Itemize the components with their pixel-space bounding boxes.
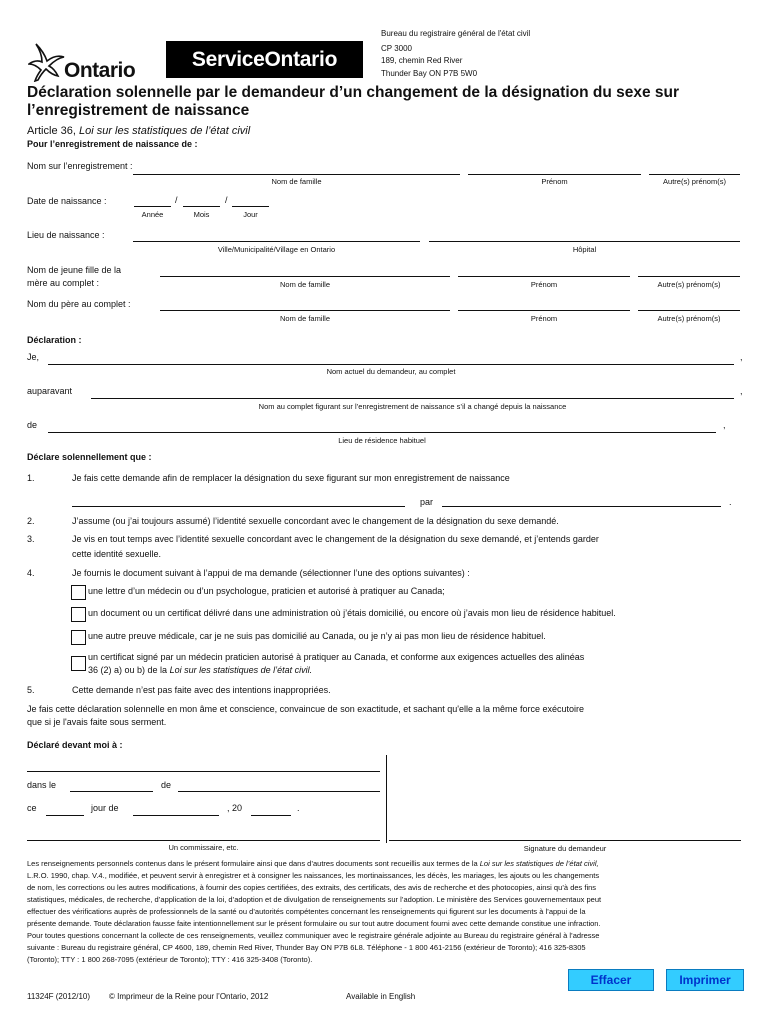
address-line: Bureau du registraire général de l'état civil xyxy=(381,29,531,38)
comma: , xyxy=(740,352,743,362)
option-label: un certificat signé par un médecin praticien autorisé à pratiquer au Canada, et conforme aux exigences actuelles des alinéas xyxy=(88,652,585,662)
ontario-logo xyxy=(28,42,143,82)
applicant-heading: Pour l’enregistrement de naissance de : xyxy=(27,139,198,149)
item-text: Je fournis le document suivant à l’appui de ma demande (sélectionner l’une des options suivantes) : xyxy=(72,568,470,578)
comma: , xyxy=(723,420,726,430)
field-caption: Prénom xyxy=(530,314,558,323)
dans-le-label: dans le xyxy=(27,780,57,790)
option-label: une autre preuve médicale, car je ne suis pas domicilié au Canada, ou je n’y ai pas mon lieu de résidence habituel. xyxy=(88,631,546,641)
field-caption: Nom de famille xyxy=(271,177,322,186)
mother-firstname-field[interactable] xyxy=(458,276,630,277)
date-slash: / xyxy=(225,195,228,205)
office-address xyxy=(381,28,530,80)
solemn-heading: Déclare solennellement que : xyxy=(27,452,152,462)
article-reference xyxy=(27,125,250,137)
period: . xyxy=(729,497,732,507)
city-field[interactable] xyxy=(133,241,420,242)
field-caption: Hôpital xyxy=(572,245,597,254)
privacy-law: Loi sur les statistiques de l’état civil, xyxy=(479,859,599,868)
declaration-heading: Déclaration : xyxy=(27,335,82,345)
field-caption: Nom au complet figurant sur l’enregistrement de naissance s’il a changé depuis la naissance xyxy=(258,402,567,411)
pob-label: Lieu de naissance : xyxy=(27,230,105,240)
residence-field[interactable] xyxy=(48,432,716,433)
field-caption: Autre(s) prénom(s) xyxy=(657,314,721,323)
mother-othernames-field[interactable] xyxy=(638,276,740,277)
privacy-line: effectuer des vérifications auprès de professionnels de la santé ou d’autorités compétentes concernant les renseignements qui figurent sur les documents à l’appui de la xyxy=(27,907,586,916)
field-caption: Autre(s) prénom(s) xyxy=(657,280,721,289)
previous-name-field[interactable] xyxy=(91,398,734,399)
month-field[interactable] xyxy=(183,206,220,207)
current-name-field[interactable] xyxy=(48,364,734,365)
field-caption: Signature du demandeur xyxy=(523,844,607,853)
county-field[interactable] xyxy=(178,791,380,792)
field-caption: Nom de famille xyxy=(279,280,331,289)
dob-label: Date de naissance : xyxy=(27,196,107,206)
conscience-line: que si je l'avais faite sous serment. xyxy=(27,717,167,727)
month-sworn-field[interactable] xyxy=(133,815,219,816)
firstname-field[interactable] xyxy=(468,174,641,175)
trillium-icon xyxy=(28,42,66,82)
privacy-line xyxy=(27,858,601,870)
item-number: 3. xyxy=(27,534,35,544)
par-label: par xyxy=(420,497,434,507)
date-slash: / xyxy=(175,195,178,205)
field-caption: Année xyxy=(141,210,164,219)
othernames-field[interactable] xyxy=(649,174,740,175)
field-caption: Nom de famille xyxy=(279,314,331,323)
option-law: Loi sur les statistiques de l’état civil. xyxy=(169,665,313,675)
applicant-signature-line[interactable] xyxy=(389,840,741,841)
item-number: 2. xyxy=(27,516,35,526)
commissioner-signature-line[interactable] xyxy=(27,840,380,841)
privacy-notice xyxy=(27,858,601,966)
comma: , xyxy=(740,386,743,396)
je-label: Je, xyxy=(27,352,40,362)
privacy-line: statistiques, médicales, de recherche, d’application de la loi, d’adoption et de divulgation de renseignements sur l’adoption. Le ministère des Services gouvernementaux peut xyxy=(27,895,602,904)
father-firstname-field[interactable] xyxy=(458,310,630,311)
ce-label: ce xyxy=(27,803,37,813)
field-caption: Autre(s) prénom(s) xyxy=(663,177,726,186)
day-sworn-field[interactable] xyxy=(46,815,84,816)
privacy-line: L.R.O. 1990, chap. V.4., modifiée, et peuvent servir à enregistrer et à consigner les naissances, les mortinaissances, les décès, les mariages, les ajouts ou les changements xyxy=(27,871,600,880)
field-caption: Un commissaire, etc. xyxy=(168,843,239,852)
item-number: 4. xyxy=(27,568,35,578)
address-line: Thunder Bay ON P7B 5W0 xyxy=(381,68,478,78)
field-caption: Lieu de résidence habituel xyxy=(338,436,426,445)
article-law: Loi sur les statistiques de l’état civil xyxy=(78,125,251,137)
article-prefix: Article 36, xyxy=(27,125,76,137)
option-law-prefix: 36 (2) a) ou b) de la xyxy=(88,665,168,675)
copyright: © Imprimeur de la Reine pour l’Ontario, 2012 xyxy=(109,992,269,1001)
item-text: J’assume (ou j’ai toujours assumé) l’identité sexuelle concordant avec le changement de la désignation du sexe demandé. xyxy=(72,516,559,526)
hospital-field[interactable] xyxy=(429,241,740,242)
conscience-text xyxy=(27,703,584,729)
period: . xyxy=(297,803,300,813)
mother-surname-field[interactable] xyxy=(160,276,450,277)
vertical-divider xyxy=(386,755,387,843)
field-caption: Prénom xyxy=(541,177,568,186)
serviceontario-logo: ServiceOntario xyxy=(166,41,363,78)
mother-label-line: mère au complet : xyxy=(27,278,100,288)
clear-button[interactable]: Effacer xyxy=(568,969,654,991)
day-field[interactable] xyxy=(232,206,269,207)
form-number: 11324F (2012/10) xyxy=(27,992,91,1001)
year-label: , 20 xyxy=(227,803,243,813)
sworn-place-field[interactable] xyxy=(27,771,380,772)
form-title xyxy=(27,84,679,120)
option-checkbox[interactable] xyxy=(71,585,86,600)
title-line: l’enregistrement de naissance xyxy=(27,102,250,119)
item-number: 1. xyxy=(27,473,35,483)
municipality-field[interactable] xyxy=(70,791,153,792)
item-text: Je fais cette demande afin de remplacer la désignation du sexe figurant sur mon enregistrement de naissance xyxy=(72,473,510,483)
title-line: Déclaration solennelle par le demandeur d’un changement de la désignation du sexe sur xyxy=(27,84,680,101)
father-surname-field[interactable] xyxy=(160,310,450,311)
privacy-line: de nom, les corrections ou les autres modifications, à fournir des copies certifiées, des extraits, des certificats, des avis de recherche et des photocopies, ainsi qu’à des fins xyxy=(27,883,597,892)
mother-label xyxy=(27,264,121,290)
privacy-text: Les renseignements personnels contenus dans le présent formulaire ainsi que dans d’autres documents sont recueillis aux termes de la xyxy=(27,859,478,868)
privacy-line: suivante : Bureau du registraire général, CP 4600, 189, chemin Red River, Thunder Bay ON P7B 6L8. Téléphone - 1 800 461-2156 (extérieur de Toronto); 416 325-8305 xyxy=(27,943,586,952)
address-line: CP 3000 xyxy=(381,43,412,53)
name-label: Nom sur l’enregistrement : xyxy=(27,161,133,171)
field-caption: Mois xyxy=(193,210,210,219)
option-label: une lettre d’un médecin ou d’un psychologue, praticien et autorisé à pratiquer au Canada; xyxy=(88,586,445,596)
privacy-line: Pour toutes questions concernant la collecte de ces renseignements, veuillez communiquer avec le registraire générale adjointe au Bureau du registraire général à l’adresse xyxy=(27,931,600,940)
option-label: un document ou un certificat délivré dans une administration où j’étais domicilié, ou encore où j’avais mon lieu de résidence habituel. xyxy=(88,608,616,618)
year-sworn-field[interactable] xyxy=(251,815,291,816)
address-line: 189, chemin Red River xyxy=(381,56,463,65)
item-number: 5. xyxy=(27,685,35,695)
residence-label: de xyxy=(27,420,38,430)
item-text: Cette demande n’est pas faite avec des intentions inappropriées. xyxy=(72,685,331,695)
field-caption: Jour xyxy=(243,210,258,219)
field-caption: Ville/Municipalité/Village en Ontario xyxy=(217,245,336,254)
option-checkbox[interactable] xyxy=(71,630,86,645)
mother-label-line: Nom de jeune fille de la xyxy=(27,265,122,275)
print-button[interactable]: Imprimer xyxy=(666,969,744,991)
option-checkbox[interactable] xyxy=(71,656,86,671)
father-othernames-field[interactable] xyxy=(638,310,740,311)
ontario-wordmark: Ontario xyxy=(64,59,136,82)
option-checkbox[interactable] xyxy=(71,607,86,622)
sex-from-field[interactable] xyxy=(72,506,405,507)
conscience-line: Je fais cette déclaration solennelle en mon âme et conscience, convaincue de son exactitude, et sachant qu'elle a la même force exécutoire xyxy=(27,704,585,714)
field-caption: Prénom xyxy=(530,280,558,289)
item-text: cette identité sexuelle. xyxy=(72,549,162,559)
option-label-line2 xyxy=(88,665,312,675)
item-text: Je vis en tout temps avec l’identité sexuelle concordant avec le changement de la désignation du sexe demandé, et j’entends garder xyxy=(72,534,599,544)
sworn-heading: Déclaré devant moi à : xyxy=(27,740,123,750)
de-label: de xyxy=(161,780,172,790)
surname-field[interactable] xyxy=(133,174,460,175)
privacy-line: (Toronto); TTY : 1 800 268-7095 (extérieur de Toronto); TTY : 416 325-3408 (Toronto). xyxy=(27,955,313,964)
previous-name-label: auparavant xyxy=(27,386,73,396)
field-caption: Nom actuel du demandeur, au complet xyxy=(326,367,456,376)
father-label: Nom du père au complet : xyxy=(27,299,131,309)
sex-to-field[interactable] xyxy=(442,506,721,507)
jour-de-label: jour de xyxy=(91,803,119,813)
available-in-english: Available in English xyxy=(346,992,416,1001)
year-field[interactable] xyxy=(134,206,171,207)
privacy-line: présente demande. Toute déclaration fausse faite intentionnellement sur le présent formulaire ou sur tout autre document fourni avec cette demande constitue une infraction. xyxy=(27,919,601,928)
